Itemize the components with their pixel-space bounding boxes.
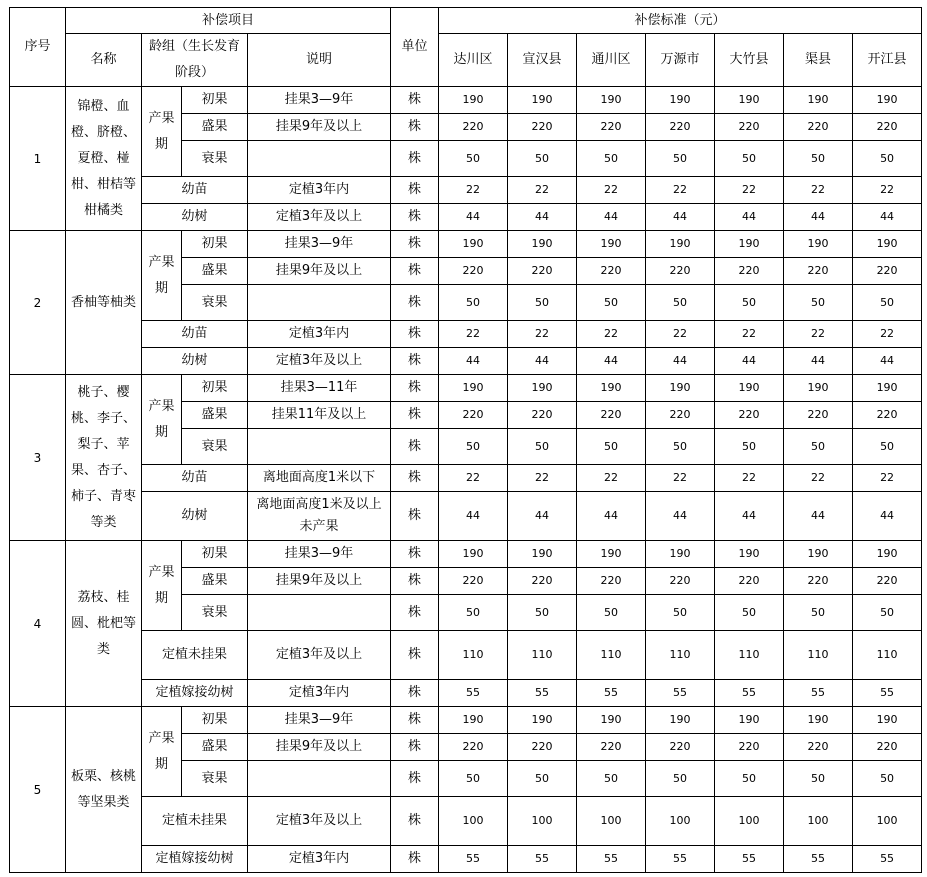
- compensation-value: 190: [646, 707, 715, 734]
- stage-description: 挂果9年及以上: [248, 734, 391, 761]
- stage-description: 定植3年内: [248, 321, 391, 348]
- compensation-value: 220: [715, 114, 784, 141]
- compensation-value: 44: [646, 348, 715, 375]
- unit-cell: 株: [391, 87, 439, 114]
- compensation-value: 100: [715, 797, 784, 846]
- compensation-value: 100: [508, 797, 577, 846]
- compensation-value: 22: [439, 321, 508, 348]
- compensation-value: 44: [784, 348, 853, 375]
- stage-description: 离地面高度1米及以上未产果: [248, 492, 391, 541]
- compensation-value: 44: [439, 204, 508, 231]
- compensation-value: 190: [784, 707, 853, 734]
- compensation-value: 50: [439, 595, 508, 631]
- compensation-value: 220: [853, 734, 922, 761]
- compensation-value: 44: [784, 204, 853, 231]
- compensation-value: 190: [508, 375, 577, 402]
- compensation-value: 50: [508, 429, 577, 465]
- compensation-value: 50: [715, 141, 784, 177]
- compensation-value: 55: [508, 846, 577, 873]
- compensation-value: 50: [853, 429, 922, 465]
- compensation-value: 190: [577, 541, 646, 568]
- compensation-value: 190: [853, 231, 922, 258]
- compensation-value: 55: [577, 680, 646, 707]
- stage-description: 定植3年及以上: [248, 631, 391, 680]
- compensation-value: 22: [577, 465, 646, 492]
- table-row: [10, 797, 922, 846]
- table-row: [10, 87, 922, 114]
- age-stage: 定植嫁接幼树: [142, 680, 248, 707]
- compensation-value: 100: [853, 797, 922, 846]
- age-stage: 初果: [182, 87, 248, 114]
- header-standard: 补偿标准（元）: [439, 8, 922, 34]
- compensation-value: 55: [577, 846, 646, 873]
- unit-cell: 株: [391, 429, 439, 465]
- compensation-value: 190: [715, 707, 784, 734]
- compensation-value: 22: [715, 177, 784, 204]
- compensation-value: 44: [439, 492, 508, 541]
- compensation-value: 190: [439, 707, 508, 734]
- compensation-value: 190: [646, 541, 715, 568]
- compensation-value: 50: [715, 595, 784, 631]
- compensation-value: 50: [577, 141, 646, 177]
- header-unit: 单位: [391, 8, 439, 87]
- stage-description: 挂果3—9年: [248, 87, 391, 114]
- compensation-value: 22: [577, 321, 646, 348]
- unit-cell: 株: [391, 177, 439, 204]
- compensation-value: 50: [508, 141, 577, 177]
- compensation-value: 22: [439, 465, 508, 492]
- stage-description: 定植3年及以上: [248, 797, 391, 846]
- compensation-value: 50: [646, 285, 715, 321]
- compensation-value: 100: [646, 797, 715, 846]
- stage-description: 定植3年内: [248, 680, 391, 707]
- compensation-value: 22: [784, 177, 853, 204]
- compensation-value: 50: [439, 761, 508, 797]
- table-body: [10, 87, 922, 873]
- fruit-category-name: 锦橙、血橙、脐橙、夏橙、椪柑、柑桔等柑橘类: [66, 87, 142, 231]
- compensation-value: 220: [646, 402, 715, 429]
- row-seq: 3: [10, 375, 66, 541]
- compensation-value: 220: [784, 114, 853, 141]
- row-seq: 5: [10, 707, 66, 873]
- compensation-value: 50: [439, 285, 508, 321]
- stage-description: 挂果3—9年: [248, 707, 391, 734]
- compensation-value: 22: [715, 321, 784, 348]
- compensation-value: 50: [784, 429, 853, 465]
- compensation-value: 190: [646, 87, 715, 114]
- age-stage: 盛果: [182, 568, 248, 595]
- compensation-value: 220: [577, 114, 646, 141]
- age-stage: 幼苗: [142, 177, 248, 204]
- compensation-value: 22: [853, 321, 922, 348]
- unit-cell: 株: [391, 204, 439, 231]
- compensation-value: 110: [508, 631, 577, 680]
- compensation-value: 190: [508, 231, 577, 258]
- compensation-value: 220: [784, 568, 853, 595]
- unit-cell: 株: [391, 285, 439, 321]
- compensation-value: 100: [439, 797, 508, 846]
- header-region: 万源市: [646, 34, 715, 87]
- compensation-value: 220: [577, 258, 646, 285]
- stage-description: 定植3年及以上: [248, 204, 391, 231]
- compensation-value: 220: [784, 258, 853, 285]
- compensation-value: 190: [439, 231, 508, 258]
- header-region: 通川区: [577, 34, 646, 87]
- unit-cell: 株: [391, 734, 439, 761]
- compensation-value: 22: [784, 465, 853, 492]
- compensation-value: 22: [784, 321, 853, 348]
- compensation-value: 220: [577, 734, 646, 761]
- stage-description: 定植3年内: [248, 177, 391, 204]
- unit-cell: 株: [391, 761, 439, 797]
- age-stage: 盛果: [182, 734, 248, 761]
- table-row: [10, 177, 922, 204]
- header-items: 补偿项目: [66, 8, 391, 34]
- compensation-value: 44: [508, 492, 577, 541]
- unit-cell: 株: [391, 797, 439, 846]
- age-stage: 衰果: [182, 761, 248, 797]
- compensation-value: 220: [715, 258, 784, 285]
- compensation-value: 220: [439, 258, 508, 285]
- compensation-value: 190: [646, 231, 715, 258]
- header-desc: 说明: [248, 34, 391, 87]
- fruit-period-label: 产果期: [142, 541, 182, 631]
- compensation-value: 44: [577, 204, 646, 231]
- compensation-value: 44: [715, 204, 784, 231]
- compensation-value: 190: [715, 541, 784, 568]
- unit-cell: 株: [391, 680, 439, 707]
- compensation-value: 190: [508, 87, 577, 114]
- age-stage: 幼树: [142, 204, 248, 231]
- stage-description: 定植3年内: [248, 846, 391, 873]
- compensation-value: 50: [784, 141, 853, 177]
- compensation-value: 22: [646, 321, 715, 348]
- compensation-value: 55: [715, 846, 784, 873]
- compensation-value: 220: [784, 402, 853, 429]
- compensation-value: 100: [784, 797, 853, 846]
- compensation-value: 55: [853, 680, 922, 707]
- compensation-table: [9, 7, 922, 873]
- age-stage: 初果: [182, 707, 248, 734]
- compensation-value: 44: [646, 492, 715, 541]
- compensation-value: 44: [784, 492, 853, 541]
- compensation-value: 190: [577, 707, 646, 734]
- compensation-value: 22: [715, 465, 784, 492]
- compensation-value: 50: [646, 761, 715, 797]
- compensation-value: 190: [439, 541, 508, 568]
- compensation-value: 55: [646, 680, 715, 707]
- compensation-value: 190: [439, 375, 508, 402]
- compensation-value: 220: [577, 402, 646, 429]
- compensation-value: 190: [853, 707, 922, 734]
- age-stage: 定植未挂果: [142, 797, 248, 846]
- stage-description: [248, 595, 391, 631]
- compensation-value: 50: [715, 285, 784, 321]
- stage-description: 挂果11年及以上: [248, 402, 391, 429]
- header-region: 大竹县: [715, 34, 784, 87]
- table-row: [10, 348, 922, 375]
- unit-cell: 株: [391, 465, 439, 492]
- compensation-value: 220: [784, 734, 853, 761]
- compensation-value: 220: [439, 734, 508, 761]
- unit-cell: 株: [391, 375, 439, 402]
- compensation-value: 55: [439, 680, 508, 707]
- table-row: [10, 465, 922, 492]
- stage-description: 挂果3—9年: [248, 541, 391, 568]
- compensation-value: 44: [577, 492, 646, 541]
- age-stage: 盛果: [182, 114, 248, 141]
- table-row: [10, 541, 922, 568]
- unit-cell: 株: [391, 707, 439, 734]
- compensation-value: 44: [508, 348, 577, 375]
- stage-description: 挂果9年及以上: [248, 114, 391, 141]
- compensation-value: 22: [508, 465, 577, 492]
- compensation-value: 220: [715, 568, 784, 595]
- unit-cell: 株: [391, 492, 439, 541]
- fruit-category-name: 板栗、核桃等坚果类: [66, 707, 142, 873]
- unit-cell: 株: [391, 258, 439, 285]
- compensation-value: 50: [784, 595, 853, 631]
- table-row: [10, 707, 922, 734]
- age-stage: 定植未挂果: [142, 631, 248, 680]
- unit-cell: 株: [391, 846, 439, 873]
- compensation-value: 110: [439, 631, 508, 680]
- stage-description: [248, 285, 391, 321]
- compensation-value: 50: [508, 595, 577, 631]
- compensation-value: 190: [715, 375, 784, 402]
- fruit-period-label: 产果期: [142, 231, 182, 321]
- compensation-value: 220: [715, 734, 784, 761]
- compensation-value: 190: [784, 231, 853, 258]
- header-region: 宣汉县: [508, 34, 577, 87]
- compensation-value: 55: [784, 846, 853, 873]
- compensation-value: 220: [853, 114, 922, 141]
- compensation-value: 190: [853, 541, 922, 568]
- compensation-value: 190: [508, 707, 577, 734]
- table-row: [10, 231, 922, 258]
- compensation-value: 190: [715, 231, 784, 258]
- compensation-value: 44: [853, 492, 922, 541]
- compensation-value: 50: [577, 595, 646, 631]
- compensation-value: 220: [508, 568, 577, 595]
- compensation-value: 50: [577, 429, 646, 465]
- compensation-value: 190: [784, 375, 853, 402]
- compensation-value: 110: [646, 631, 715, 680]
- unit-cell: 株: [391, 348, 439, 375]
- compensation-value: 50: [853, 595, 922, 631]
- stage-description: 定植3年及以上: [248, 348, 391, 375]
- age-stage: 衰果: [182, 595, 248, 631]
- compensation-value: 50: [439, 429, 508, 465]
- compensation-value: 50: [784, 761, 853, 797]
- compensation-value: 22: [508, 177, 577, 204]
- compensation-value: 220: [508, 734, 577, 761]
- header-region: 达川区: [439, 34, 508, 87]
- stage-description: [248, 429, 391, 465]
- compensation-value: 190: [853, 87, 922, 114]
- compensation-value: 220: [715, 402, 784, 429]
- compensation-value: 220: [439, 114, 508, 141]
- compensation-value: 50: [784, 285, 853, 321]
- compensation-value: 44: [715, 348, 784, 375]
- compensation-value: 22: [853, 177, 922, 204]
- compensation-value: 190: [646, 375, 715, 402]
- table-row: [10, 631, 922, 680]
- stage-description: 离地面高度1米以下: [248, 465, 391, 492]
- compensation-value: 55: [715, 680, 784, 707]
- compensation-value: 50: [853, 761, 922, 797]
- age-stage: 初果: [182, 231, 248, 258]
- header-name: 名称: [66, 34, 142, 87]
- compensation-value: 50: [439, 141, 508, 177]
- compensation-value: 190: [577, 87, 646, 114]
- compensation-value: 220: [853, 568, 922, 595]
- compensation-value: 220: [439, 402, 508, 429]
- stage-description: 挂果3—11年: [248, 375, 391, 402]
- compensation-value: 50: [646, 429, 715, 465]
- stage-description: 挂果9年及以上: [248, 258, 391, 285]
- compensation-value: 22: [646, 465, 715, 492]
- compensation-value: 190: [577, 375, 646, 402]
- compensation-value: 50: [508, 285, 577, 321]
- age-stage: 初果: [182, 375, 248, 402]
- compensation-value: 110: [784, 631, 853, 680]
- compensation-value: 44: [715, 492, 784, 541]
- compensation-value: 50: [577, 761, 646, 797]
- stage-description: 挂果3—9年: [248, 231, 391, 258]
- compensation-value: 110: [715, 631, 784, 680]
- compensation-value: 220: [508, 258, 577, 285]
- compensation-value: 55: [646, 846, 715, 873]
- table-row: [10, 321, 922, 348]
- compensation-value: 100: [577, 797, 646, 846]
- table-row: [10, 492, 922, 541]
- compensation-value: 190: [715, 87, 784, 114]
- age-stage: 幼苗: [142, 321, 248, 348]
- unit-cell: 株: [391, 631, 439, 680]
- compensation-value: 190: [439, 87, 508, 114]
- age-stage: 幼苗: [142, 465, 248, 492]
- compensation-value: 22: [508, 321, 577, 348]
- compensation-value: 44: [439, 348, 508, 375]
- header-region: 开江县: [853, 34, 922, 87]
- unit-cell: 株: [391, 141, 439, 177]
- compensation-value: 22: [646, 177, 715, 204]
- compensation-value: 50: [853, 141, 922, 177]
- row-seq: 2: [10, 231, 66, 375]
- age-stage: 幼树: [142, 348, 248, 375]
- compensation-value: 44: [853, 204, 922, 231]
- age-stage: 初果: [182, 541, 248, 568]
- compensation-value: 220: [853, 402, 922, 429]
- header-seq: 序号: [10, 8, 66, 87]
- compensation-value: 55: [508, 680, 577, 707]
- table-row: [10, 375, 922, 402]
- compensation-value: 220: [646, 568, 715, 595]
- table-row: [10, 846, 922, 873]
- compensation-value: 44: [508, 204, 577, 231]
- header-region: 渠县: [784, 34, 853, 87]
- age-stage: 定植嫁接幼树: [142, 846, 248, 873]
- compensation-value: 50: [646, 141, 715, 177]
- unit-cell: 株: [391, 568, 439, 595]
- age-stage: 衰果: [182, 429, 248, 465]
- fruit-category-name: 桃子、樱桃、李子、梨子、苹果、杏子、柿子、青枣等类: [66, 375, 142, 541]
- age-stage: 衰果: [182, 141, 248, 177]
- fruit-category-name: 香柚等柚类: [66, 231, 142, 375]
- compensation-value: 44: [853, 348, 922, 375]
- compensation-value: 50: [577, 285, 646, 321]
- unit-cell: 株: [391, 402, 439, 429]
- compensation-value: 220: [853, 258, 922, 285]
- unit-cell: 株: [391, 321, 439, 348]
- compensation-value: 190: [784, 541, 853, 568]
- compensation-value: 44: [646, 204, 715, 231]
- fruit-period-label: 产果期: [142, 375, 182, 465]
- row-seq: 1: [10, 87, 66, 231]
- age-stage: 衰果: [182, 285, 248, 321]
- compensation-value: 220: [577, 568, 646, 595]
- stage-description: [248, 761, 391, 797]
- row-seq: 4: [10, 541, 66, 707]
- stage-description: [248, 141, 391, 177]
- table-row: [10, 204, 922, 231]
- compensation-value: 22: [439, 177, 508, 204]
- compensation-value: 22: [853, 465, 922, 492]
- compensation-value: 50: [715, 761, 784, 797]
- fruit-category-name: 荔枝、桂圆、枇杷等类: [66, 541, 142, 707]
- compensation-value: 50: [508, 761, 577, 797]
- compensation-value: 50: [646, 595, 715, 631]
- compensation-value: 190: [577, 231, 646, 258]
- compensation-value: 220: [646, 114, 715, 141]
- compensation-value: 55: [439, 846, 508, 873]
- age-stage: 盛果: [182, 258, 248, 285]
- compensation-value: 110: [853, 631, 922, 680]
- compensation-value: 44: [577, 348, 646, 375]
- age-stage: 盛果: [182, 402, 248, 429]
- compensation-value: 190: [784, 87, 853, 114]
- fruit-period-label: 产果期: [142, 87, 182, 177]
- compensation-value: 50: [853, 285, 922, 321]
- stage-description: 挂果9年及以上: [248, 568, 391, 595]
- age-stage: 幼树: [142, 492, 248, 541]
- fruit-period-label: 产果期: [142, 707, 182, 797]
- table-row: [10, 680, 922, 707]
- compensation-value: 220: [508, 402, 577, 429]
- compensation-value: 220: [646, 734, 715, 761]
- unit-cell: 株: [391, 114, 439, 141]
- compensation-value: 220: [508, 114, 577, 141]
- compensation-value: 190: [853, 375, 922, 402]
- unit-cell: 株: [391, 541, 439, 568]
- compensation-value: 220: [646, 258, 715, 285]
- compensation-value: 220: [439, 568, 508, 595]
- compensation-value: 190: [508, 541, 577, 568]
- compensation-value: 110: [577, 631, 646, 680]
- compensation-value: 22: [577, 177, 646, 204]
- compensation-value: 55: [784, 680, 853, 707]
- unit-cell: 株: [391, 595, 439, 631]
- unit-cell: 株: [391, 231, 439, 258]
- compensation-value: 55: [853, 846, 922, 873]
- compensation-value: 50: [715, 429, 784, 465]
- header-age: 龄组（生长发育阶段）: [142, 34, 248, 87]
